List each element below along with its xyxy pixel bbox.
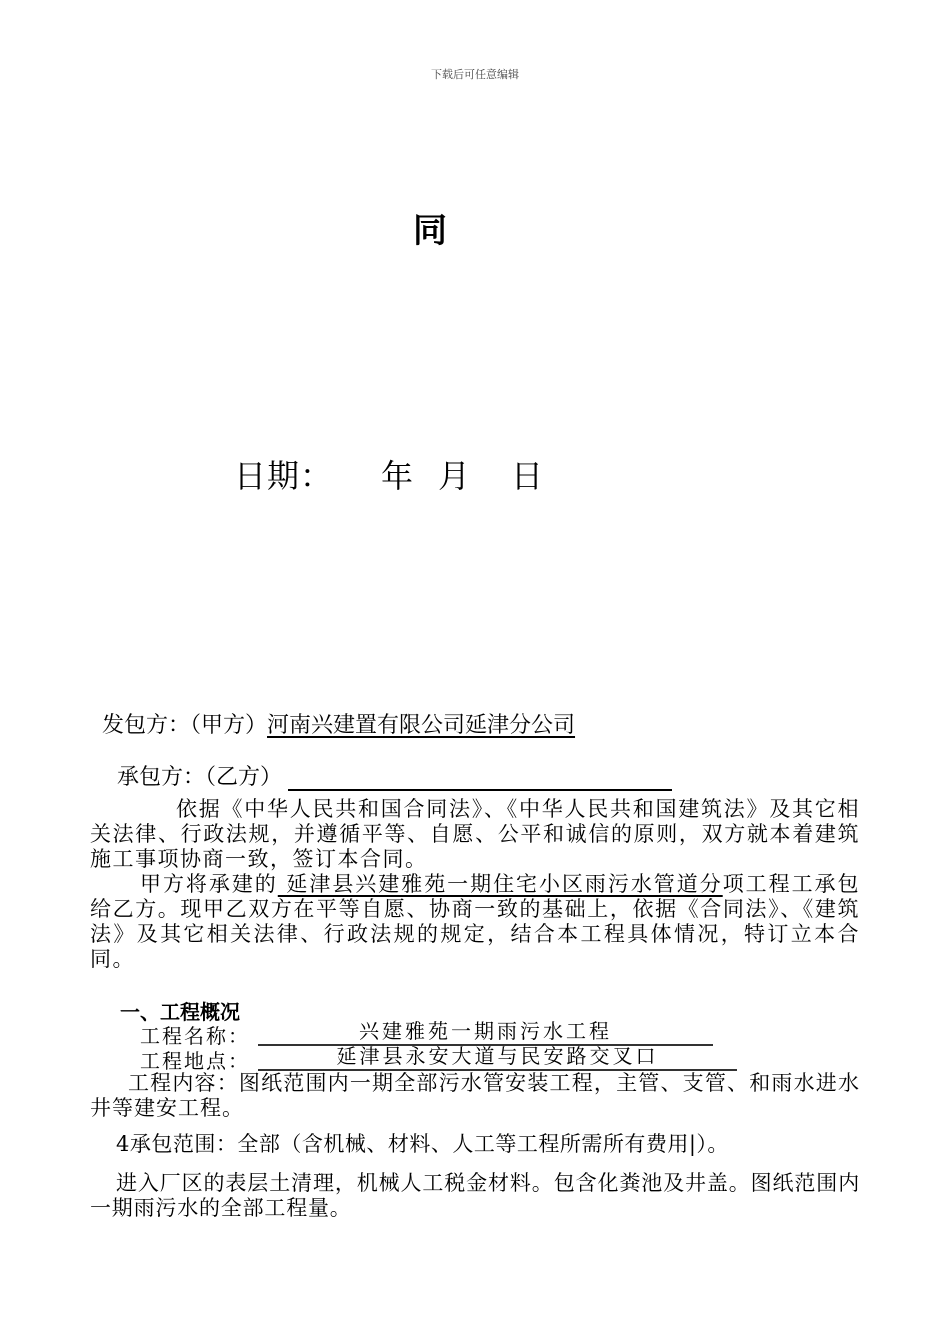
date-day: 日: [511, 457, 545, 495]
field-project-name-label: 工程名称：: [140, 1024, 250, 1048]
document-title: 同: [413, 211, 447, 251]
party-a-row: [102, 708, 575, 739]
date-row: [234, 451, 544, 497]
date-label: 日期：: [234, 457, 334, 495]
project-scope-detail: 进入厂区的表层土清理，机械人工税金材料。包含化粪池及井盖。图纸范围内一期雨污水的全部工程量。: [90, 1171, 860, 1220]
party-a-label: 发包方：（甲方）: [102, 713, 268, 738]
project-scope: 4承包范围：全部（含机械、材料、人工等工程所需所有费用|）。: [116, 1132, 729, 1156]
project-content: 工程内容：图纸范围内一期全部污水管安装工程，主管、支管、和雨水进水井等建安工程。: [90, 1071, 860, 1120]
date-year: 年: [381, 457, 415, 495]
party-b-row: [117, 760, 672, 791]
project-name: 延津县兴建雅苑一期住宅小区雨污水管道分: [277, 872, 723, 896]
party-b-blank: [288, 767, 672, 791]
project-paragraph: [90, 872, 860, 972]
intro-paragraph: 依据《中华人民共和国合同法》、《中华人民共和国建筑法》及其它相关法律、行政法规，并遵循平等、自愿、公平和诚信的原则，双方就本着建筑施工事项协商一致，签订本合同。: [90, 797, 860, 871]
project-prefix: 甲方将承建的: [140, 872, 278, 896]
field-project-location-value: 延津县永安大道与民安路交叉口: [258, 1045, 737, 1071]
project-suffix: 项工程工承包给乙方。现甲乙双方在平等自愿、协商一致的基础上，依据《合同法》、《建筑法》及其它相关法律、行政法规的规定，结合本工程具体情况，特订立本合同。: [90, 872, 861, 971]
party-a-value: 河南兴建置有限公司延津分公司: [267, 713, 576, 738]
party-b-label: 承包方：（乙方）: [117, 765, 283, 790]
section-title: 一、工程概况: [120, 1000, 240, 1024]
date-month: 月: [438, 457, 472, 495]
header-note: 下载后可任意编辑: [431, 68, 519, 81]
field-project-name-value: 兴建雅苑一期雨污水工程: [258, 1020, 713, 1046]
field-project-location-label: 工程地点：: [140, 1049, 250, 1073]
